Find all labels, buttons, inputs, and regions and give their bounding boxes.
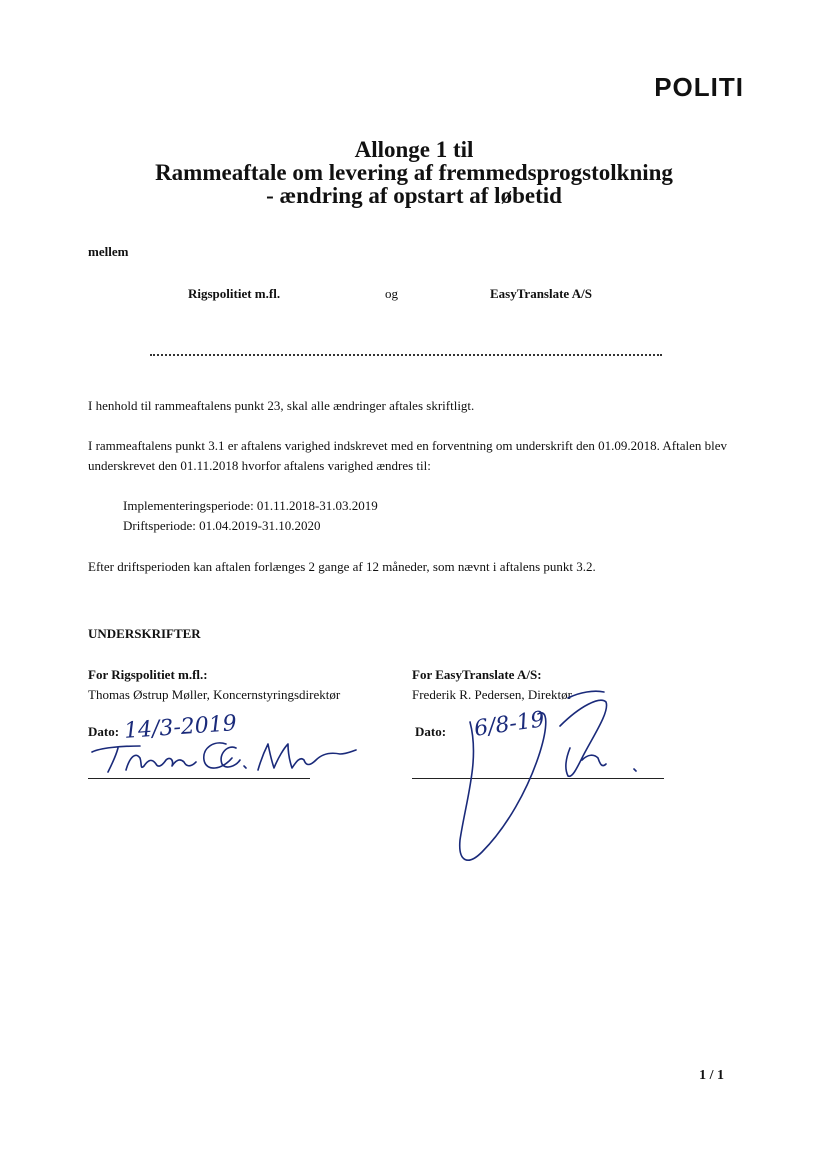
parties-intro: mellem: [88, 244, 129, 259]
signatory-name-left: Thomas Østrup Møller, Koncernstyringsdirektør: [88, 687, 341, 702]
signature-left-stroke-5: [258, 744, 356, 770]
paragraph-duration: I rammeaftalens punkt 3.1 er aftalens varighed indskrevet med en forventning om underskrift den 01.09.2018. Aftalen blev underskrevet den 01.11.2018 hvorfor aftalens varighed ændres til:: [88, 438, 727, 473]
signature-line-right: [412, 778, 664, 779]
title-line-3: - ændring af opstart af løbetid: [266, 183, 562, 208]
dotted-divider: [150, 354, 662, 356]
signature-left-stroke-3: [204, 743, 240, 768]
party-easytranslate: EasyTranslate A/S: [490, 286, 592, 301]
signatory-name-right: Frederik R. Pedersen, Direktør: [412, 687, 572, 702]
date-label-left: Dato:: [88, 724, 120, 739]
signature-right-stroke-3: [582, 755, 606, 765]
party-connector: og: [385, 286, 398, 301]
party-rigspolitiet: Rigspolitiet m.fl.: [188, 286, 281, 301]
signatures-heading: UNDERSKRIFTER: [88, 626, 201, 641]
implementation-period: Implementeringsperiode: 01.11.2018-31.03.2019: [123, 498, 378, 513]
paragraph-extension: Efter driftsperioden kan aftalen forlænges 2 gange af 12 måneder, som nævnt i aftalens punkt 3.2.: [88, 559, 596, 574]
date-label-right: Dato:: [415, 724, 447, 739]
page-number: 1 / 1: [699, 1068, 724, 1083]
paragraph-amendment-rule: I henhold til rammeaftalens punkt 23, skal alle ændringer aftales skriftligt.: [88, 398, 475, 413]
signature-right-stroke-5: [568, 691, 604, 698]
operation-period: Driftsperiode: 01.04.2019-31.10.2020: [123, 518, 321, 533]
signature-line-left: [88, 778, 310, 779]
signatory-org-right: For EasyTranslate A/S:: [412, 667, 542, 682]
signature-left-stroke-1: [92, 746, 140, 772]
handwritten-date-right: 6/8-19: [472, 707, 547, 742]
title-line-1: Allonge 1 til: [354, 137, 474, 162]
handwritten-date-left: 14/3-2019: [123, 711, 238, 744]
politi-logo: POLITI: [654, 72, 744, 102]
title-line-2: Rammeaftale om levering af fremmedsprogstolkning: [155, 160, 673, 185]
signature-right-stroke-2: [560, 700, 607, 776]
signatory-org-left: For Rigspolitiet m.fl.:: [88, 667, 208, 682]
signature-block-easytranslate: [412, 665, 572, 705]
signature-left-stroke-2: [126, 755, 196, 770]
signature-right-stroke-4: [634, 769, 636, 771]
signature-left-stroke-4: [244, 766, 246, 768]
document-title: [0, 138, 828, 207]
signature-block-rigspolitiet: [88, 665, 340, 705]
